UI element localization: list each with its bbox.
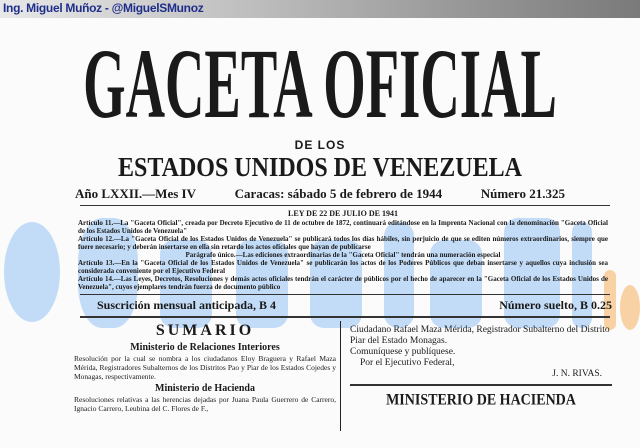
- right-column: [341, 321, 612, 431]
- law-box: [78, 209, 608, 291]
- section-text: Resolución por la cual se nombra a los ciudadanos Eloy Braguera y Rafael Maza Mérida, Registradores Subalternos de los Distritos Pao y Piar de los Estados Cojedes y Monagas, respectivamente.: [74, 354, 336, 381]
- right-paragraph: Ciudadano Rafael Maza Mérida, Registrador Subalterno del Distrito Piar del Estado Monagas.: [350, 325, 610, 346]
- section-text: Resoluciones relativas a las herencias dejadas por Juana Paula Guerrero de Carrero, Ignacio Carrero, Leubina del C. Flores de F.,: [74, 395, 336, 413]
- article-11: Artículo 11.—La "Gaceta Oficial", creada por Decreto Ejecutivo de 11 de octubre de 1872, continuará editándose en la Imprenta Nacional con la denominación "Gaceta Oficial de los Estados Unidos de Venezuela": [78, 219, 608, 235]
- sumario-column: [74, 321, 340, 431]
- issue-number: Número 21.325: [480, 186, 565, 201]
- divider: [80, 205, 610, 206]
- masthead-country: ESTADOS UNIDOS DE VENEZUELA: [118, 152, 522, 183]
- paragraph-unico: Parágrafo único.—Las ediciones extraordinarias de la "Gaceta Oficial" tendrán una numeración especial: [185, 251, 501, 259]
- divider: [350, 384, 612, 386]
- section-heading: Ministerio de Relaciones Interiores: [130, 342, 280, 353]
- right-paragraph: Comuníquese y publíquese.: [350, 347, 456, 357]
- scan-edge: [0, 0, 640, 18]
- law-heading: LEY DE 22 DE JULIO DE 1941: [288, 209, 398, 218]
- credit-label: Ing. Miguel Muñoz - @MiguelSMunoz: [3, 1, 204, 15]
- subscription-price: Suscrición mensual anticipada, B 4: [97, 298, 277, 312]
- ministry-heading: MINISTERIO DE HACIENDA: [386, 392, 576, 410]
- article-14: Artículo 14.—Las Leyes, Decretos, Resoluciones y demás actos oficiales tendrán el carácter de públicos por el hecho de aparecer en la "Gaceta Oficial de los Estados Unidos de Venezuela", cuyos ejemplares tendrán fuerza de documento público: [78, 275, 608, 291]
- article-12: Artículo 12.—La "Gaceta Oficial de los Estados Unidos de Venezuela" se publicará todos los días hábiles, sin perjuicio de que se editen números extraordinarios, siempre que fuere necesario; y deberán insertarse en ella sin retardo los actos oficiales que hayan de publicarse: [78, 235, 608, 251]
- issue-meta: [75, 186, 565, 202]
- issue-date: Caracas: sábado 5 de febrero de 1944: [234, 186, 443, 201]
- right-paragraph: Por el Ejecutivo Federal,: [360, 358, 455, 368]
- divider: [80, 294, 610, 295]
- signature: J. N. RIVAS.: [552, 369, 602, 379]
- columns: [0, 321, 640, 431]
- article-13: Artículo 13.—En la "Gaceta Oficial de los Estados Unidos de Venezuela" se publicarán los actos de los Poderes Públicos que deban insertarse y aquellos cuya inclusión sea considerada conveniente por el Ejecutivo Federal: [78, 259, 608, 275]
- single-price: Número suelto, B 0.25: [499, 298, 612, 312]
- sumario-title: SUMARIO: [155, 322, 255, 339]
- price-row: [97, 298, 612, 313]
- masthead-title: GACETA OFICIAL: [83, 30, 557, 140]
- divider: [80, 316, 610, 318]
- section-heading: Ministerio de Hacienda: [155, 383, 255, 394]
- issue-year: Año LXXII.—Mes IV: [75, 186, 196, 201]
- masthead-de-los: DE LOS: [294, 138, 346, 152]
